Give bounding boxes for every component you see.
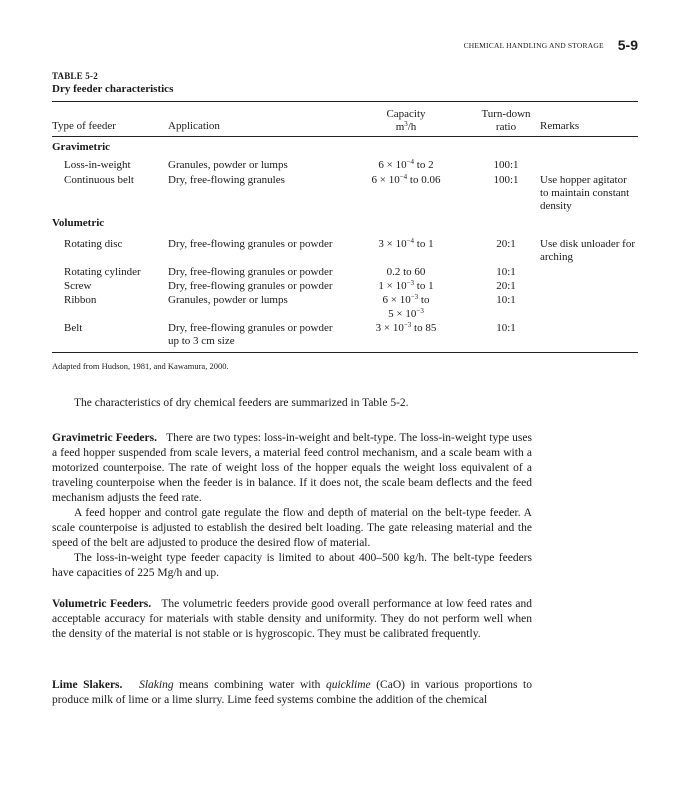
page-number: 5-9	[617, 37, 638, 54]
gravimetric-heading: Gravimetric Feeders.	[52, 432, 157, 444]
remark-line: to maintain constant	[540, 187, 630, 199]
capacity-tail: to 0.06	[407, 174, 441, 186]
capacity-tail: to 85	[411, 322, 437, 334]
row-continuous-belt-capacity	[346, 174, 466, 188]
capacity-base: 6 × 10	[378, 159, 407, 171]
capacity-base: 6 × 10	[371, 174, 400, 186]
capacity-header-line1: Capacity	[386, 108, 426, 120]
table-header-rule	[52, 136, 638, 137]
row-ribbon-capacity	[346, 294, 466, 322]
capacity-line-1	[346, 294, 466, 308]
row-rotating-cylinder-type: Rotating cylinder	[64, 266, 141, 278]
row-belt-capacity	[346, 322, 466, 336]
col-header-type: Type of feeder	[52, 120, 116, 132]
col-header-remarks: Remarks	[540, 120, 580, 132]
table-bottom-rule	[52, 352, 638, 353]
capacity-exponent: −3	[410, 293, 419, 301]
capacity-unit-base: m	[395, 121, 405, 133]
capacity-unit-sup: 3	[404, 120, 408, 128]
capacity-base: 1 × 10	[378, 280, 407, 292]
group-gravimetric: Gravimetric	[52, 141, 111, 153]
row-belt-application	[168, 322, 333, 348]
row-rotating-cylinder-ratio: 10:1	[496, 266, 516, 278]
capacity-exponent: −4	[406, 237, 415, 245]
gravimetric-section	[52, 431, 532, 581]
row-ribbon-ratio: 10:1	[496, 294, 516, 306]
row-screw-ratio: 20:1	[496, 280, 516, 292]
row-screw-capacity	[346, 280, 466, 294]
col-header-application: Application	[168, 120, 220, 132]
capacity-header-unit	[360, 121, 452, 135]
row-ribbon-type: Ribbon	[64, 294, 97, 306]
row-rotating-disc-application: Dry, free-flowing granules or powder	[168, 238, 333, 250]
table-footnote: Adapted from Hudson, 1981, and Kawamura, 2000.	[52, 361, 229, 371]
row-rotating-disc-remarks	[540, 238, 635, 264]
row-rotating-disc-type: Rotating disc	[64, 238, 123, 250]
row-rotating-cylinder-application: Dry, free-flowing granules or powder	[168, 266, 333, 278]
capacity-base: 6 × 10	[382, 294, 411, 306]
row-continuous-belt-ratio: 100:1	[493, 174, 519, 186]
capacity-exponent: −4	[399, 173, 408, 181]
lime-term-quicklime: quicklime	[325, 679, 371, 691]
lime-text-2: (CaO) in various proportions to produce milk of lime or a lime slurry. Lime feed systems combine the addition of the chemical	[52, 679, 532, 706]
running-title: CHEMICAL HANDLING AND STORAGE	[463, 40, 604, 50]
remark-line: Use hopper agitator	[540, 174, 627, 186]
row-belt-type: Belt	[64, 322, 83, 334]
capacity-tail: to 1	[414, 238, 434, 250]
row-continuous-belt-type: Continuous belt	[64, 174, 134, 186]
capacity-tail: to 1	[414, 280, 434, 292]
capacity-exponent: −3	[403, 321, 412, 329]
gravimetric-paragraph-3: The loss-in-weight type feeder capacity is limited to about 400–500 kg/h. The belt-type feeders have capacities of 225 Mg/h and up.	[52, 552, 532, 579]
table-number: TABLE 5-2	[52, 71, 98, 81]
row-ribbon-application: Granules, powder or lumps	[168, 294, 288, 306]
capacity-base: 5 × 10	[388, 308, 417, 320]
row-loss-in-weight-capacity	[346, 159, 466, 173]
capacity-tail: to 2	[414, 159, 434, 171]
turndown-header-line2: ratio	[495, 121, 517, 133]
group-volumetric: Volumetric	[52, 217, 105, 229]
capacity-exponent: −4	[406, 158, 415, 166]
volumetric-section	[52, 597, 532, 642]
volumetric-p1-text: The volumetric feeders provide good overall performance at low feed rates and acceptable accuracy for materials with stable density and uniformity. They do not perform well when the density of the material is not stable or is hygroscopic. They must be calibrated frequently.	[52, 598, 532, 640]
lime-heading: Lime Slakers.	[52, 679, 123, 691]
volumetric-heading: Volumetric Feeders.	[52, 598, 152, 610]
table-title: Dry feeder characteristics	[52, 83, 174, 95]
lime-slakers-section	[52, 678, 532, 708]
application-line: up to 3 cm size	[168, 335, 235, 347]
running-header	[0, 36, 638, 54]
col-header-turndown	[468, 108, 544, 134]
remark-line: density	[540, 200, 572, 212]
gravimetric-p1-text: There are two types: loss-in-weight and belt-type. The loss-in-weight type uses a feed hopper suspended from scale levers, a material feed control mechanism, and a scale beam with a motorized counterpoise. The rate of weight loss of the hopper equals the weight loss equivalent of a traveling counterpoise when the feeder is in balance. If it does not, the scale beam deflects and the feed mechanism adjusts the feed rate.	[52, 432, 532, 504]
row-continuous-belt-remarks	[540, 174, 629, 213]
turndown-header-line1: Turn-down	[481, 108, 531, 120]
row-rotating-disc-ratio: 20:1	[496, 238, 516, 250]
row-continuous-belt-application: Dry, free-flowing granules	[168, 174, 285, 186]
capacity-exponent: −3	[406, 279, 415, 287]
row-belt-ratio: 10:1	[496, 322, 516, 334]
table-top-rule	[52, 101, 638, 102]
capacity-line-2	[346, 308, 466, 322]
col-header-capacity	[360, 108, 452, 135]
capacity-base: 3 × 10	[378, 238, 407, 250]
row-loss-in-weight-ratio: 100:1	[493, 159, 519, 171]
row-rotating-cylinder-capacity: 0.2 to 60	[386, 266, 426, 278]
row-screw-type: Screw	[64, 280, 92, 292]
row-screw-application: Dry, free-flowing granules or powder	[168, 280, 333, 292]
gravimetric-paragraph-1	[52, 431, 532, 506]
application-line: Dry, free-flowing granules or powder	[168, 322, 333, 334]
lime-text-1: means combining water with	[173, 679, 326, 691]
row-loss-in-weight-type: Loss-in-weight	[64, 159, 131, 171]
capacity-unit-tail: /h	[407, 121, 417, 133]
row-loss-in-weight-application: Granules, powder or lumps	[168, 159, 288, 171]
lime-term-slaking: Slaking	[139, 679, 174, 691]
row-rotating-disc-capacity	[346, 238, 466, 252]
intro-paragraph: The characteristics of dry chemical feeders are summarized in Table 5-2.	[74, 397, 409, 409]
capacity-exponent: −3	[416, 307, 424, 315]
table-caption	[52, 71, 173, 95]
remark-line: Use disk unloader for	[540, 238, 636, 250]
capacity-base: 3 × 10	[375, 322, 404, 334]
capacity-tail: to	[418, 294, 430, 306]
gravimetric-paragraph-2: A feed hopper and control gate regulate the flow and depth of material on the belt-type feeder. A scale counterpoise is adjusted to establish the desired belt loading. The gate releasing material and the speed of the belt are adjusted to produce the desired flow of material.	[52, 507, 532, 549]
remark-line: arching	[540, 251, 573, 263]
